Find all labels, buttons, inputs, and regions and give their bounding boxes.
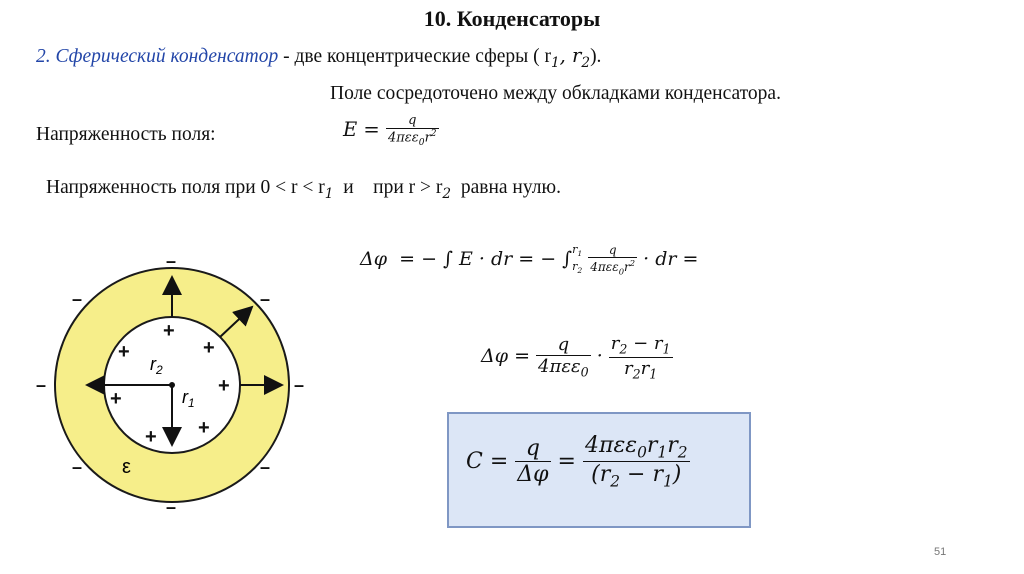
plus-charge: +: [118, 341, 130, 363]
center-point: [169, 382, 175, 388]
subtitle-text: - две концентрические сферы ( r: [278, 46, 551, 67]
field-strength-label: Напряженность поля:: [36, 124, 216, 145]
field-formula: E = $\frac{q}{4\pi\varepsilon\varepsilon_0r^2}$: [343, 113, 437, 148]
potential-integral: Δφ = − ∫ E · dr = − ∫ $r_1$ $r_2$ $\frac{q}{4\pi\varepsilon\varepsilon_0r^2}$ · dr =: [360, 243, 699, 277]
plus-charge: +: [163, 320, 175, 342]
field-location-text: Поле сосредоточено между обкладками конденсатора.: [330, 83, 781, 104]
minus-charge: –: [166, 251, 177, 271]
minus-charge: –: [72, 289, 83, 309]
plus-charge: +: [198, 417, 210, 439]
subtitle-prefix: 2. Сферический конденсатор: [36, 46, 279, 67]
plus-charge: +: [203, 337, 215, 359]
potential-result: Δφ = $\frac{q}{4\pi\varepsilon\varepsilon_0}$ · $\frac{r_2 - r_1}{r_2r_1}$: [481, 333, 671, 382]
minus-charge: –: [260, 289, 271, 309]
minus-charge: –: [260, 457, 271, 477]
minus-charge: –: [72, 457, 83, 477]
label-r1: $r_1$: [182, 387, 195, 410]
minus-charge: –: [294, 375, 305, 395]
minus-charge: –: [36, 375, 47, 395]
label-epsilon: ε: [122, 456, 131, 478]
page-number: 51: [934, 546, 947, 558]
spherical-capacitor-diagram: [20, 245, 340, 535]
label-r2: $r_2$: [150, 354, 163, 377]
slide-title: 10. Конденсаторы: [423, 6, 601, 31]
minus-charge: –: [166, 497, 177, 517]
plus-charge: +: [218, 375, 230, 397]
plus-charge: +: [110, 388, 122, 410]
capacitance-formula: C = $\frac{q}{\Delta\varphi}$ = $\frac{4\pi\varepsilon\varepsilon_0r_1r_2}{(r_2 - r_1)}$: [466, 433, 688, 491]
plus-charge: +: [145, 426, 157, 448]
subtitle: 2. Сферический конденсатор - две концентрические сферы ( $r_1$, $r_2$).: [36, 44, 602, 71]
zero-field-text: Напряженность поля при $0 < r < r_1$ и при $r > r_2$ равна нулю.: [46, 177, 561, 202]
